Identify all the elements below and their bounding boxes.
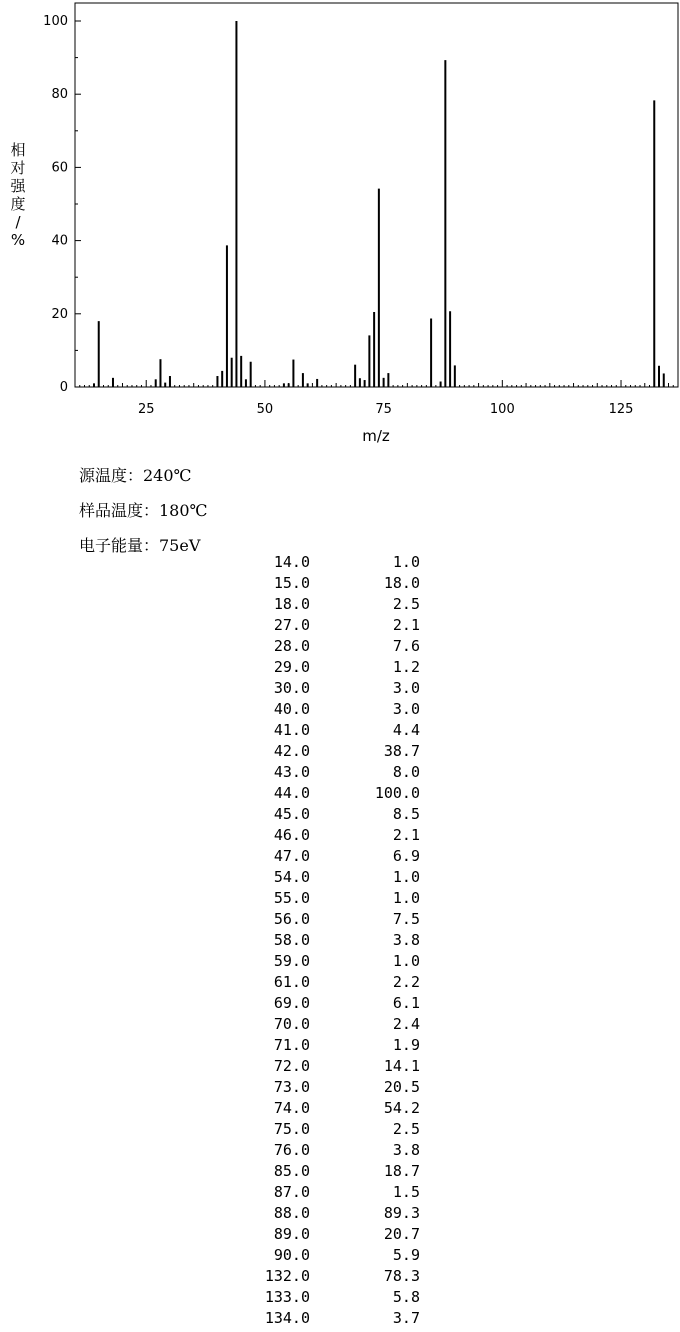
table-row [0,1077,680,1098]
intensity-value: 3.0 [392,679,420,697]
mz-value: 61.0 [273,973,310,991]
mz-value: 15.0 [273,574,310,592]
table-row [0,1224,680,1245]
intensity-value: 14.1 [383,1057,420,1075]
table-row [0,1119,680,1140]
table-row [0,888,680,909]
table-row [0,1266,680,1287]
table-row [0,1287,680,1308]
intensity-value: 1.2 [392,658,420,676]
intensity-value: 5.9 [392,1246,420,1264]
y-tick-label: 60 [51,160,68,176]
plot-frame [75,3,678,387]
table-row [0,1035,680,1056]
mz-value: 73.0 [273,1078,310,1096]
table-row [0,1098,680,1119]
intensity-value: 18.0 [383,574,420,592]
table-row [0,930,680,951]
y-tick-label: 20 [51,306,68,322]
table-row [0,678,680,699]
source-temperature: 源温度：240℃ [79,466,192,485]
table-row [0,741,680,762]
mz-value: 55.0 [273,889,310,907]
intensity-value: 7.6 [392,637,420,655]
table-row [0,1182,680,1203]
mz-value: 56.0 [273,910,310,928]
x-tick-label: 50 [256,402,274,417]
mz-value: 41.0 [273,721,310,739]
mz-value: 69.0 [273,994,310,1012]
intensity-value: 4.4 [392,721,420,739]
table-row [0,720,680,741]
table-row [0,783,680,804]
intensity-value: 6.1 [392,994,420,1012]
table-row [0,972,680,993]
table-row [0,1203,680,1224]
table-row [0,909,680,930]
mz-value: 132.0 [264,1267,310,1285]
intensity-value: 1.0 [392,553,420,571]
sample-temperature: 样品温度：180℃ [79,501,208,520]
table-row [0,1308,680,1329]
intensity-value: 8.0 [392,763,420,781]
table-row [0,1056,680,1077]
intensity-value: 54.2 [383,1099,420,1117]
x-tick-label: 125 [608,402,634,417]
intensity-value: 3.0 [392,700,420,718]
mz-value: 58.0 [273,931,310,949]
table-row [0,825,680,846]
mz-value: 71.0 [273,1036,310,1054]
mz-value: 134.0 [264,1309,310,1327]
y-axis-label: 相对强度/ % [10,141,26,249]
table-row [0,1245,680,1266]
intensity-value: 89.3 [383,1204,420,1222]
mz-value: 47.0 [273,847,310,865]
mz-value: 59.0 [273,952,310,970]
mz-value: 85.0 [273,1162,310,1180]
intensity-value: 2.2 [392,973,420,991]
mz-value: 30.0 [273,679,310,697]
electron-energy: 电子能量：75eV [79,536,201,555]
intensity-value: 2.5 [392,1120,420,1138]
intensity-value: 18.7 [383,1162,420,1180]
table-row [0,762,680,783]
mz-value: 88.0 [273,1204,310,1222]
table-row [0,699,680,720]
mz-value: 14.0 [273,553,310,571]
mz-value: 75.0 [273,1120,310,1138]
y-tick-label: 40 [51,233,68,249]
table-row [0,1140,680,1161]
y-tick-label: 0 [59,380,68,395]
x-axis-label: m/z [362,427,390,445]
peak-table [0,552,680,1329]
intensity-value: 8.5 [392,805,420,823]
intensity-value: 1.0 [392,952,420,970]
table-row [0,657,680,678]
y-tick-label: 100 [43,14,68,29]
mz-value: 27.0 [273,616,310,634]
intensity-value: 38.7 [383,742,420,760]
intensity-value: 1.0 [392,868,420,886]
mz-value: 87.0 [273,1183,310,1201]
mz-value: 74.0 [273,1099,310,1117]
intensity-value: 5.8 [392,1288,420,1306]
intensity-value: 2.4 [392,1015,420,1033]
intensity-value: 7.5 [392,910,420,928]
y-tick-label: 80 [51,87,68,103]
mz-value: 43.0 [273,763,310,781]
intensity-value: 20.5 [383,1078,420,1096]
mz-value: 28.0 [273,637,310,655]
x-tick-label: 25 [137,402,155,417]
mz-value: 46.0 [273,826,310,844]
intensity-value: 1.5 [392,1183,420,1201]
mz-value: 54.0 [273,868,310,886]
mz-value: 70.0 [273,1015,310,1033]
mz-value: 45.0 [273,805,310,823]
intensity-value: 78.3 [383,1267,420,1285]
mass-spectrum-chart [0,0,680,450]
intensity-value: 20.7 [383,1225,420,1243]
x-tick-label: 100 [489,402,515,417]
table-row [0,804,680,825]
table-row [0,846,680,867]
table-row [0,1014,680,1035]
intensity-value: 3.7 [392,1309,420,1327]
mz-value: 42.0 [273,742,310,760]
table-row [0,552,680,573]
mz-value: 89.0 [273,1225,310,1243]
table-row [0,573,680,594]
mz-value: 44.0 [273,784,310,802]
intensity-value: 100.0 [374,784,420,802]
mz-value: 133.0 [264,1288,310,1306]
mz-value: 76.0 [273,1141,310,1159]
intensity-value: 2.5 [392,595,420,613]
intensity-value: 1.9 [392,1036,420,1054]
table-row [0,1161,680,1182]
intensity-value: 1.0 [392,889,420,907]
table-row [0,615,680,636]
x-tick-label: 75 [375,402,392,417]
intensity-value: 3.8 [392,931,420,949]
intensity-value: 2.1 [392,616,420,634]
intensity-value: 2.1 [392,826,420,844]
table-row [0,594,680,615]
spectrum-bars [94,21,664,387]
mz-value: 18.0 [273,595,310,613]
intensity-value: 6.9 [392,847,420,865]
mz-value: 29.0 [273,658,310,676]
table-row [0,951,680,972]
mz-value: 90.0 [273,1246,310,1264]
mz-value: 40.0 [273,700,310,718]
table-row [0,867,680,888]
table-row [0,993,680,1014]
mz-value: 72.0 [273,1057,310,1075]
table-row [0,636,680,657]
intensity-value: 3.8 [392,1141,420,1159]
